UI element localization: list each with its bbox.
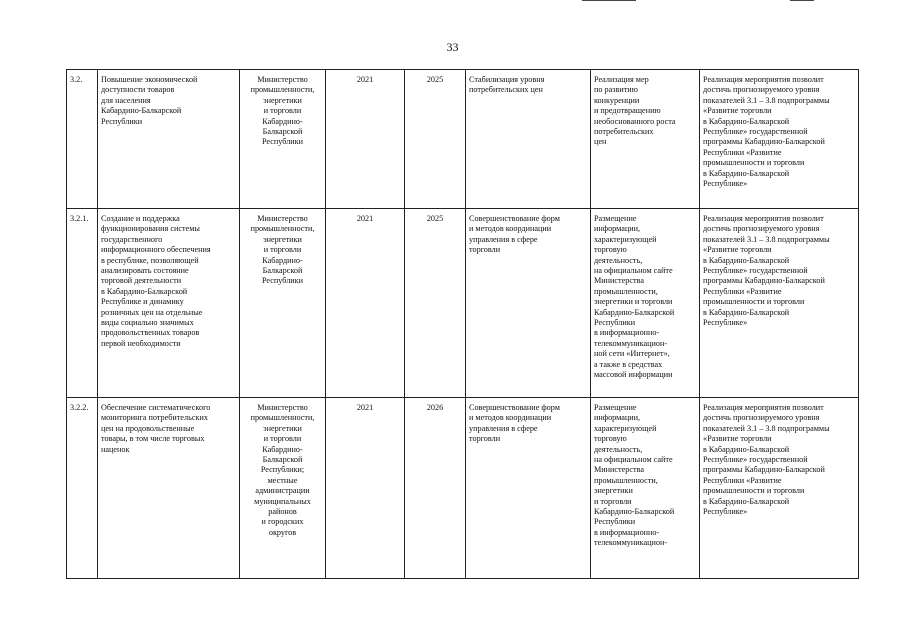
end-year-cell: 2025 (405, 209, 466, 398)
executor-cell: Министерство промышленности, энергетики и торговли Кабардино- Балкарской Республики (240, 209, 326, 398)
indicator-link-cell: Реализация мероприятия позволит достичь прогнозируемого уровня показателей 3.1 – 3.8 подпрограммы «Развитие торговли в Кабардино-Балкарской Республике» государственной программы Кабардино-Балкарской Республики «Развитие промышленности и торговли в Кабардино-Балкарской Республике» (700, 70, 859, 209)
start-year-cell: 2021 (326, 209, 405, 398)
indicator-link-cell: Реализация мероприятия позволит достичь прогнозируемого уровня показателей 3.1 – 3.8 подпрограммы «Развитие торговли в Кабардино-Балкарской Республике» государственной программы Кабардино-Балкарской Республики «Развитие промышленности и торговли в Кабардино-Балкарской Республике» (700, 209, 859, 398)
indicator-link-cell: Реализация мероприятия позволит достичь прогнозируемого уровня показателей 3.1 – 3.8 подпрограммы «Развитие торговли в Кабардино-Балкарской Республике» государственной программы Кабардино-Балкарской Республики «Развитие промышленности и торговли в Кабардино-Балкарской Республике» (700, 398, 859, 579)
main-directions-cell: Реализация мер по развитию конкуренции и предотвращению необоснованного роста потребительских цен (591, 70, 700, 209)
expected-result-cell: Стабилизация уровня потребительских цен (466, 70, 591, 209)
main-directions-cell: Размещение информации, характеризующей торговую деятельность, на официальном сайте Министерства промышленности, энергетики и торговли Кабардино-Балкарской Республики в информационно- телекоммуникацион- (591, 398, 700, 579)
table-row (67, 209, 859, 398)
executor-cell: Министерство промышленности, энергетики и торговли Кабардино- Балкарской Республики (240, 70, 326, 209)
expected-result-cell: Совершенствование форм и методов координации управления в сфере торговли (466, 398, 591, 579)
page-number: 33 (446, 40, 459, 54)
program-measures-table (66, 69, 859, 579)
item-number-cell: 3.2.1. (67, 209, 98, 398)
measure-name-cell: Обеспечение систематического мониторинга потребительских цен на продовольственные товары, в том числе торговых наценок (98, 398, 240, 579)
start-year-cell: 2021 (326, 398, 405, 579)
end-year-cell: 2026 (405, 398, 466, 579)
measure-name-cell: Создание и поддержка функционирования системы государственного информационного обеспечения в республике, позволяющей анализировать состояние торговой деятельности в Кабардино-Балкарской Республике и динамику розничных цен на отдельные виды социально значимых продовольственных товаров первой необходимости (98, 209, 240, 398)
table-row (67, 70, 859, 209)
measure-name-cell: Повышение экономической доступности товаров для населения Кабардино-Балкарской Республики (98, 70, 240, 209)
item-number-cell: 3.2.2. (67, 398, 98, 579)
top-edge-mark (582, 0, 636, 1)
table-row (67, 398, 859, 579)
start-year-cell: 2021 (326, 70, 405, 209)
item-number-cell: 3.2. (67, 70, 98, 209)
expected-result-cell: Совершенствование форм и методов координации управления в сфере торговли (466, 209, 591, 398)
executor-cell: Министерство промышленности, энергетики и торговли Кабардино- Балкарской Республики; местные администрации муниципальных районов и городских округов (240, 398, 326, 579)
top-edge-mark (790, 0, 814, 1)
main-directions-cell: Размещение информации, характеризующей торговую деятельность, на официальном сайте Министерства промышленности, энергетики и торговли Кабардино-Балкарской Республики в информационно- телекоммуникацион- ной сети «Интернет», а также в средствах массовой информации (591, 209, 700, 398)
end-year-cell: 2025 (405, 70, 466, 209)
